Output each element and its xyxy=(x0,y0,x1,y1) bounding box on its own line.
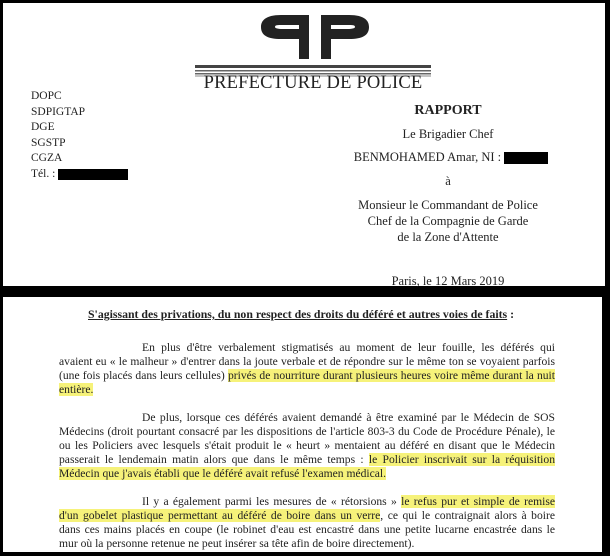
text-line: mur où la personne retenue ne peut insérer sa tête afin de boire directement). xyxy=(59,537,415,550)
report-body-panel xyxy=(3,297,602,552)
section-heading xyxy=(88,307,514,322)
recipient-line: Monsieur le Commandant de Police xyxy=(358,198,538,212)
service-item: SDPIGTAP xyxy=(31,105,86,118)
paragraph-1 xyxy=(59,341,555,397)
prefecture-logo xyxy=(259,7,371,61)
highlighted-text: le refus pur et simple de remise xyxy=(401,495,555,508)
text-line: ou les Policiers avec lesquels s'était produit le « heurt » mentaient au déféré en disant que le Médecin xyxy=(59,439,555,452)
text-span: , ce qui le contraignait alors à boire xyxy=(380,509,555,522)
recipient-line: Chef de la Compagnie de Garde xyxy=(367,214,529,228)
report-date: Paris, le 12 Mars 2019 xyxy=(391,274,505,288)
heading-colon: : xyxy=(507,307,515,321)
text-line: avaient eu « le malheur » d'entrer dans la joute verbale et de répondre sur le même ton se voyaient parfois xyxy=(59,355,555,368)
report-title: RAPPORT xyxy=(414,103,482,118)
text-line: En plus d'être verbalement stigmatisés au moment de leur fouille, les déférés qui xyxy=(142,341,555,354)
service-item: CGZA xyxy=(31,152,63,165)
highlighted-text: le Policier inscrivait sur la réquisition xyxy=(368,453,555,466)
tel-line xyxy=(31,167,128,183)
to-label: à xyxy=(445,174,451,188)
institution-name: PREFECTURE DE POLICE xyxy=(203,73,423,93)
highlighted-text: Médecin que j'avais établi que le déféré avait refusé l'examen médical. xyxy=(59,467,387,480)
highlighted-text: privés de nourriture durant plusieurs heures voire même durant la nuit xyxy=(227,369,555,382)
paragraph-2 xyxy=(59,411,555,481)
service-item: DGE xyxy=(31,121,55,134)
redaction-box xyxy=(58,169,128,180)
text-line xyxy=(59,495,555,509)
service-item: DOPC xyxy=(31,90,62,102)
highlighted-text: entière. xyxy=(59,383,94,396)
text-span: passerait le lendemain matin alors que dans le même temps : xyxy=(59,453,369,466)
text-line xyxy=(59,369,555,383)
author-name: BENMOHAMED Amar, NI : xyxy=(353,150,502,164)
recipient-block xyxy=(333,197,563,245)
text-line: De plus, lorsque ces déférés avaient demandé à être examiné par le Médecin de SOS xyxy=(142,411,555,424)
service-item: SGSTP xyxy=(31,136,66,149)
text-line: dans ces mains placés en coupe (le robinet d'eau est encastré dans une petite lucarne encastrée dans le xyxy=(59,523,555,536)
services-list xyxy=(31,89,128,183)
text-span: (une fois placés dans leurs cellules) xyxy=(59,369,228,382)
text-line: Médecins (droit pourtant consacré par les dispositions de l'article 803-3 du Code de Procédure Pénale), le xyxy=(59,425,555,438)
report-header-panel xyxy=(3,3,605,286)
text-span: Il y a également parmi les mesures de « rétorsions » xyxy=(142,495,402,508)
author-rank: Le Brigadier Chef xyxy=(402,127,494,141)
text-line xyxy=(59,453,555,467)
author-line xyxy=(321,150,581,165)
paragraph-3 xyxy=(59,495,555,551)
text-line xyxy=(59,383,555,397)
section-heading-text: S'agissant des privations, du non respect des droits du déféré et autres voies de faits xyxy=(88,307,508,321)
text-line xyxy=(59,509,555,523)
recipient-line: de la Zone d'Attente xyxy=(397,230,499,244)
redaction-box xyxy=(504,152,548,164)
highlighted-text: d'un gobelet plastique permettant au déféré de boire dans un verre xyxy=(59,509,381,522)
tel-label: Tél. : xyxy=(31,167,56,180)
text-line xyxy=(59,467,555,481)
